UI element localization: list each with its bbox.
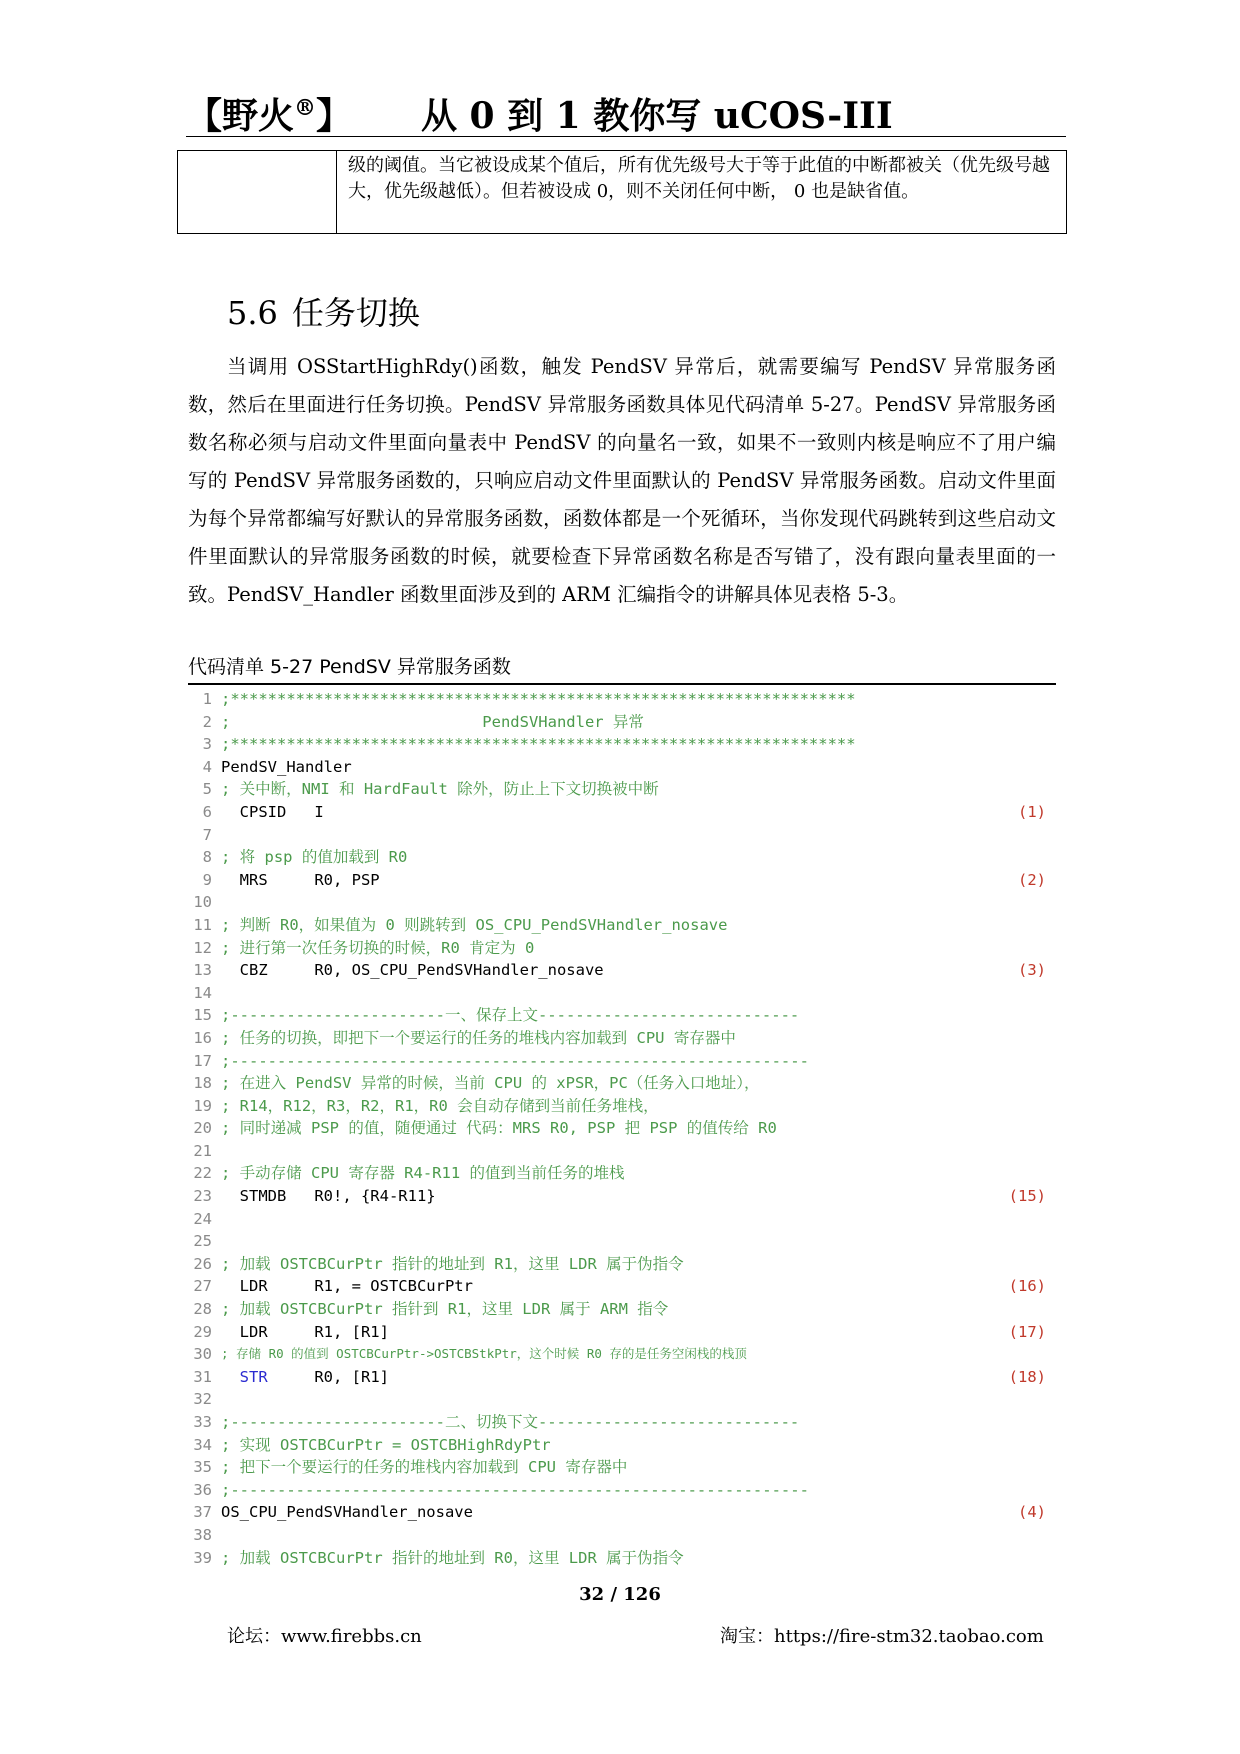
code-line xyxy=(188,1140,1056,1163)
code-line xyxy=(188,711,1056,734)
code-line xyxy=(188,1208,1056,1231)
code-text: ;******************************************************************* xyxy=(221,735,856,754)
line-number: 35 xyxy=(193,1458,212,1477)
code-listing xyxy=(188,688,1056,1569)
code-line xyxy=(188,1027,1056,1050)
code-text: ; 判断 R0，如果值为 0 则跳转到 OS_CPU_PendSVHandler_nosave xyxy=(221,915,728,934)
code-line xyxy=(188,846,1056,869)
annotation-marker: (16) xyxy=(1008,1277,1046,1296)
code-line xyxy=(188,1524,1056,1547)
code-text: PendSV_Handler xyxy=(221,757,352,776)
code-line xyxy=(188,1117,1056,1140)
code-text: ;-----------------------一、保存上文---------------------------- xyxy=(221,1006,800,1025)
code-line xyxy=(188,1162,1056,1185)
code-line xyxy=(188,1456,1056,1479)
code-line xyxy=(188,1050,1056,1073)
code-text: ; 手动存储 CPU 寄存器 R4-R11 的值到当前任务的堆栈 xyxy=(221,1164,625,1183)
code-line xyxy=(188,1366,1056,1389)
line-number: 13 xyxy=(193,961,212,980)
code-top-rule xyxy=(188,683,1056,685)
line-number: 14 xyxy=(193,983,212,1002)
line-number: 36 xyxy=(193,1480,212,1499)
code-text: ; 进行第一次任务切换的时候，R0 肯定为 0 xyxy=(221,938,535,957)
code-text: ; 关中断，NMI 和 HardFault 除外，防止上下文切换被中断 xyxy=(221,780,659,799)
code-line xyxy=(188,937,1056,960)
line-number: 8 xyxy=(202,848,212,867)
code-text: STMDB R0!, {R4-R11} xyxy=(221,1187,436,1206)
code-text: MRS R0, PSP xyxy=(221,870,380,889)
code-line xyxy=(188,1501,1056,1524)
section-heading xyxy=(227,288,420,334)
line-number: 33 xyxy=(193,1413,212,1431)
code-text: ; 加载 OSTCBCurPtr 指针的地址到 R1，这里 LDR 属于伪指令 xyxy=(221,1254,684,1273)
line-number: 11 xyxy=(193,915,212,934)
code-line xyxy=(188,1230,1056,1253)
code-line xyxy=(188,801,1056,824)
code-line xyxy=(188,1275,1056,1298)
code-text: ; R14，R12，R3，R2，R1，R0 会自动存储到当前任务堆栈， xyxy=(221,1096,659,1115)
code-line xyxy=(188,1185,1056,1208)
line-number: 23 xyxy=(193,1187,212,1206)
line-number: 2 xyxy=(202,712,212,731)
code-text: ; 同时递减 PSP 的值，随便通过 代码：MRS R0, PSP 把 PSP 的值传给 R0 xyxy=(221,1119,777,1138)
code-line xyxy=(188,824,1056,847)
line-number: 1 xyxy=(202,690,212,708)
line-number: 27 xyxy=(193,1277,212,1296)
code-text: ; 加载 OSTCBCurPtr 指针的地址到 R0，这里 LDR 属于伪指令 xyxy=(221,1548,684,1567)
code-text: ;-------------------------------------------------------------- xyxy=(221,1480,809,1499)
code-line xyxy=(188,733,1056,756)
code-line xyxy=(188,778,1056,801)
code-text: ; 加载 OSTCBCurPtr 指针到 R1，这里 LDR 属于 ARM 指令 xyxy=(221,1300,669,1319)
code-line xyxy=(188,1095,1056,1118)
brand-label: 【野火®】 xyxy=(186,95,353,137)
table-cell-text: 级的阈值。当它被设成某个值后，所有优先级号大于等于此值的中断都被关（优先级号越大，优先级越低）。但若被设成 0，则不关闭任何中断， 0 也是缺省值。 xyxy=(348,155,1050,202)
line-number: 3 xyxy=(202,735,212,754)
code-text: ;-------------------------------------------------------------- xyxy=(221,1051,809,1070)
book-title: 从 0 到 1 教你写 uCOS-III xyxy=(421,95,893,137)
line-number: 26 xyxy=(193,1254,212,1273)
body-paragraph: 当调用 OSStartHighRdy()函数，触发 PendSV 异常后，就需要编写 PendSV 异常服务函数，然后在里面进行任务切换。PendSV 异常服务函数具体见代码清单 5-27。PendSV 异常服务函数名称必须与启动文件里面向量表中 PendSV 的向量名一致，如果不一致则内核是响应不了用户编写的 PendSV 异常服务函数的，只响应启动文件里面默认的 PendSV 异常服务函数。启动文件里面为每个异常都编写好默认的异常服务函数，函数体都是一个死循环，当你发现代码跳转到这些启动文件里面默认的异常服务函数的时候，就要检查下异常函数名称是否写错了，没有跟向量表里面的一致。PendSV_Handler 函数里面涉及到的 ARM 汇编指令的讲解具体见表格 5-3。 xyxy=(188,355,1056,606)
code-text: ; 把下一个要运行的任务的堆栈内容加载到 CPU 寄存器中 xyxy=(221,1458,628,1477)
code-text: CPSID I xyxy=(221,802,324,821)
code-text: STR R0, [R1] xyxy=(239,1367,389,1386)
line-number: 18 xyxy=(193,1074,212,1093)
code-line xyxy=(188,1343,1056,1366)
line-number: 30 xyxy=(193,1345,212,1364)
footer-forum-link[interactable]: 论坛：www.firebbs.cn xyxy=(227,1626,422,1647)
code-text: ; 实现 OSTCBCurPtr = OSTCBHighRdyPtr xyxy=(221,1435,551,1454)
line-number: 39 xyxy=(193,1548,212,1567)
code-line xyxy=(188,914,1056,937)
line-number: 4 xyxy=(202,757,212,776)
code-listing-caption: 代码清单 5-27 PendSV 异常服务函数 xyxy=(188,656,511,678)
annotation-marker: (1) xyxy=(1018,802,1046,821)
line-number: 6 xyxy=(202,802,212,821)
annotation-marker: (17) xyxy=(1008,1322,1046,1341)
line-number: 17 xyxy=(193,1051,212,1070)
line-number: 19 xyxy=(193,1096,212,1115)
line-number: 37 xyxy=(193,1503,212,1522)
code-line xyxy=(188,891,1056,914)
code-text: ;******************************************************************* xyxy=(221,690,856,708)
annotation-marker: (15) xyxy=(1008,1187,1046,1206)
code-line xyxy=(188,869,1056,892)
code-line xyxy=(188,1479,1056,1502)
line-number: 9 xyxy=(202,870,212,889)
annotation-marker: (2) xyxy=(1018,870,1046,889)
line-number: 7 xyxy=(202,825,212,844)
line-number: 10 xyxy=(193,893,212,912)
page-header xyxy=(186,84,1066,136)
code-text: ; 在进入 PendSV 异常的时候，当前 CPU 的 xPSR，PC（任务入口地址）， xyxy=(221,1074,760,1093)
section-title: 任务切换 xyxy=(291,294,420,332)
line-number: 34 xyxy=(193,1435,212,1454)
code-line xyxy=(188,959,1056,982)
code-text: ; 存储 R0 的值到 OSTCBCurPtr->OSTCBStkPtr，这个时候 R0 存的是任务空闲栈的栈顶 xyxy=(221,1346,747,1362)
code-line xyxy=(188,756,1056,779)
line-number: 12 xyxy=(193,938,212,957)
line-number: 16 xyxy=(193,1028,212,1047)
line-number: 21 xyxy=(193,1141,212,1160)
table-empty-cell xyxy=(178,151,337,233)
code-line xyxy=(188,688,1056,711)
header-divider xyxy=(186,136,1066,137)
footer-shop-link[interactable]: 淘宝：https://fire-stm32.taobao.com xyxy=(720,1626,1044,1647)
code-text: ; 任务的切换，即把下一个要运行的任务的堆栈内容加载到 CPU 寄存器中 xyxy=(221,1028,736,1047)
code-text: ; 将 psp 的值加载到 R0 xyxy=(221,848,408,867)
line-number: 31 xyxy=(193,1367,212,1386)
code-text: CBZ R0, OS_CPU_PendSVHandler_nosave xyxy=(221,961,604,980)
code-text: ; PendSVHandler 异常 xyxy=(221,712,644,731)
section-number: 5.6 xyxy=(227,294,278,332)
line-number: 15 xyxy=(193,1006,212,1025)
code-line xyxy=(188,982,1056,1005)
line-number: 24 xyxy=(193,1209,212,1228)
code-line xyxy=(188,1072,1056,1095)
code-text: LDR R1, [R1] xyxy=(221,1322,389,1341)
line-number: 32 xyxy=(193,1390,212,1409)
line-number: 38 xyxy=(193,1525,212,1544)
code-line xyxy=(188,1253,1056,1276)
annotation-marker: (4) xyxy=(1018,1503,1046,1522)
line-number: 5 xyxy=(202,780,212,799)
code-line xyxy=(188,1411,1056,1434)
annotation-marker: (3) xyxy=(1018,961,1046,980)
code-line xyxy=(188,1434,1056,1457)
page-number: 32 / 126 xyxy=(579,1584,661,1605)
code-line xyxy=(188,1321,1056,1344)
line-number: 22 xyxy=(193,1164,212,1183)
code-text: OS_CPU_PendSVHandler_nosave xyxy=(221,1503,473,1522)
line-number: 29 xyxy=(193,1322,212,1341)
code-line xyxy=(188,1298,1056,1321)
line-number: 25 xyxy=(193,1232,212,1251)
code-line xyxy=(188,1547,1056,1570)
code-line xyxy=(188,1004,1056,1027)
code-text: ;-----------------------二、切换下文---------------------------- xyxy=(221,1413,800,1431)
line-number: 28 xyxy=(193,1300,212,1319)
annotation-marker: (18) xyxy=(1008,1367,1046,1386)
code-line xyxy=(188,1388,1056,1411)
parameter-table-fragment xyxy=(177,150,1067,234)
line-number: 20 xyxy=(193,1119,212,1138)
code-text: LDR R1, = OSTCBCurPtr xyxy=(221,1277,473,1296)
